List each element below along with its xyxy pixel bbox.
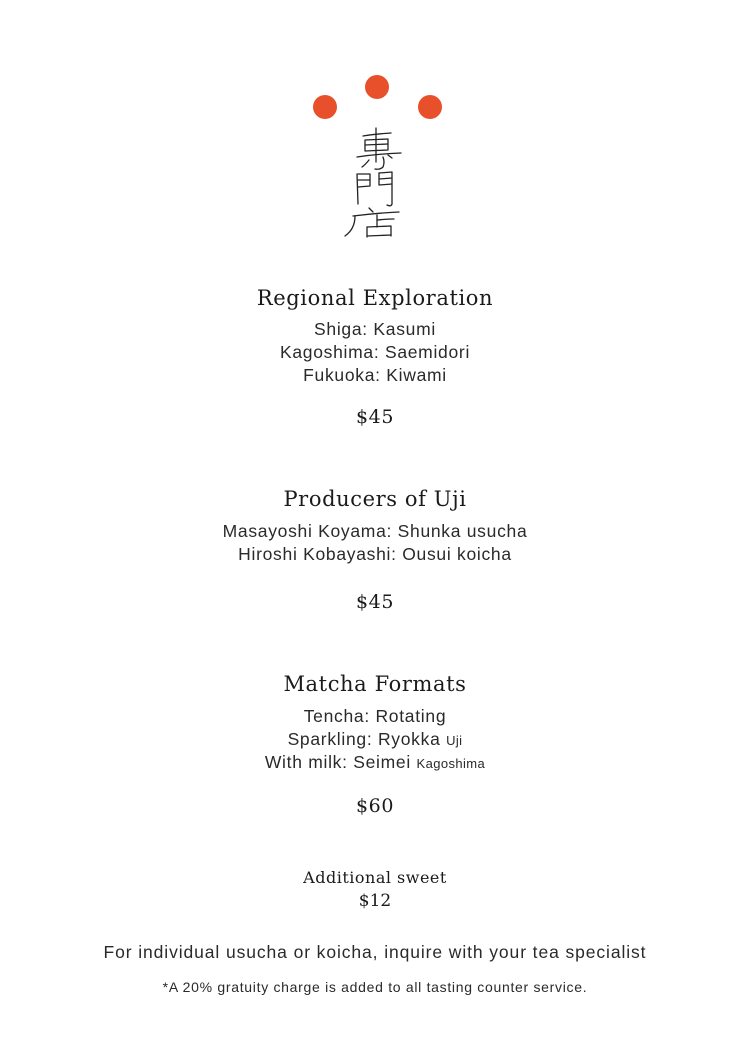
specialist-note: For individual usucha or koicha, inquire with your tea specialist [103,942,647,962]
logo-kanji-icon [339,124,409,238]
section-title-regional-exploration: Regional Exploration [256,286,494,310]
list-item: Fukuoka: Kiwami [303,365,447,385]
gratuity-note: *A 20% gratuity charge is added to all tasting counter service. [162,979,588,995]
additional-sweet-title: Additional sweet [303,868,447,887]
list-item: Kagoshima: Saemidori [279,342,471,362]
price-regional-exploration: $45 [355,406,395,428]
price-matcha-formats: $60 [355,795,395,817]
logo [0,0,750,250]
logo-dot-right [418,95,442,119]
logo-dot-center [365,75,389,99]
price-producers-of-uji: $45 [355,591,395,613]
section-title-producers-of-uji: Producers of Uji [283,487,467,511]
list-item: Masayoshi Koyama: Shunka usucha [222,521,528,541]
list-item: Sparkling: Ryokka Uji [287,729,463,749]
additional-sweet-price: $12 [358,891,392,911]
list-item: Shiga: Kasumi [314,319,436,339]
logo-dot-left [313,95,337,119]
section-title-matcha-formats: Matcha Formats [283,672,467,696]
list-item: Tencha: Rotating [303,706,447,726]
list-item: Hiroshi Kobayashi: Ousui koicha [238,544,512,564]
list-item: With milk: Seimei Kagoshima [264,752,486,772]
